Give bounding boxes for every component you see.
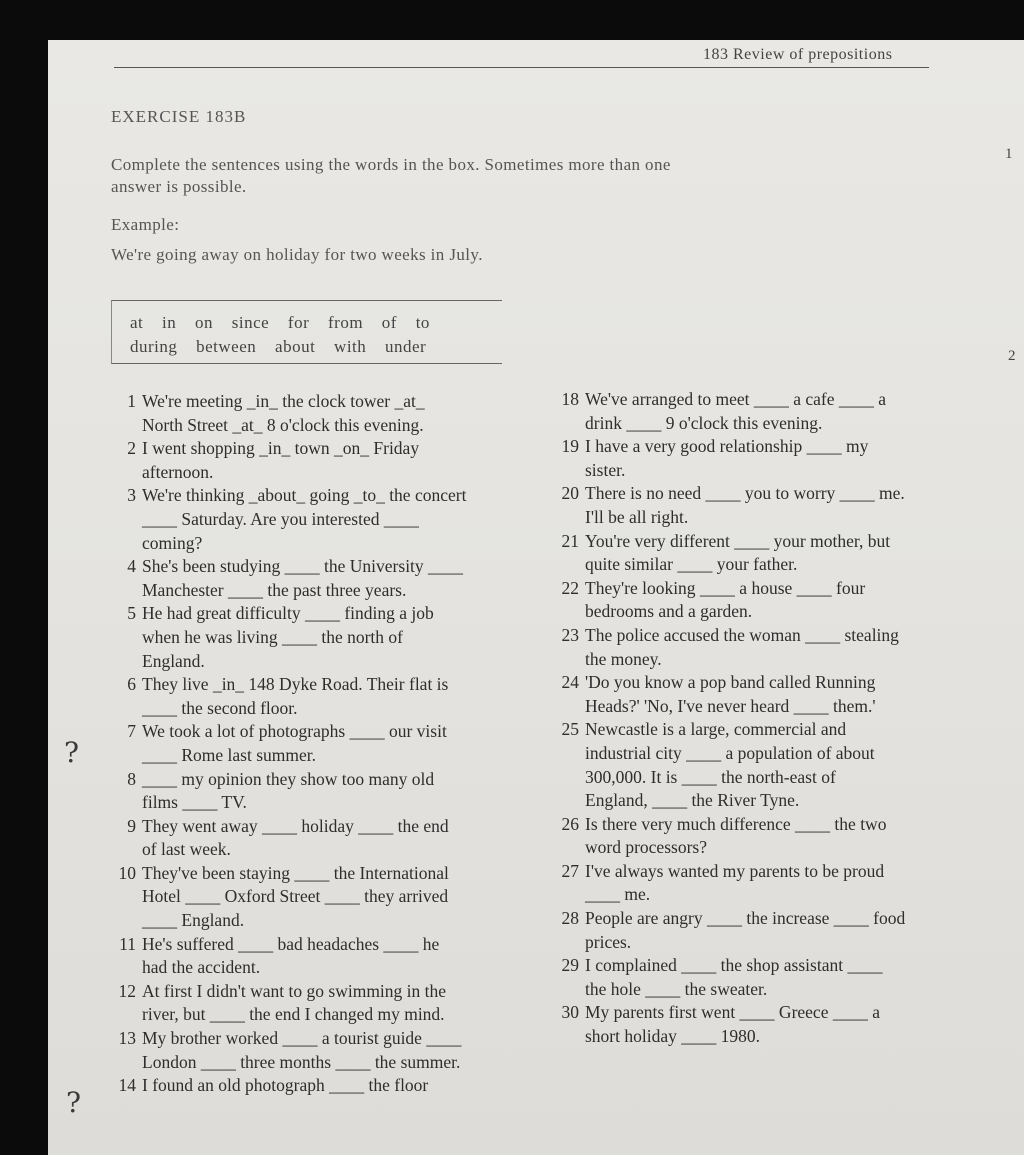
exercise-item [551,671,971,718]
exercise-item [108,555,538,602]
item-line: I've always wanted my parents to be proud [585,860,885,881]
handwritten-question-mark: ? [64,736,80,769]
item-line: word processors? [585,837,707,858]
exercise-item [551,482,971,529]
item-line: sister. [585,459,626,480]
item-line: They're looking ____ a house ____ four [585,577,866,598]
exercise-item [108,768,538,815]
margin-number: 1 [1005,146,1013,162]
item-line: quite similar ____ your father. [585,554,798,575]
item-number: 30 [561,1002,579,1023]
item-line: I went shopping _in_ town _on_ Friday [142,438,420,459]
item-line: They went away ____ holiday ____ the end [142,815,449,836]
item-line: had the accident. [142,957,261,978]
item-number: 7 [127,721,136,742]
word-box [111,300,502,364]
item-line: I found an old photograph ____ the floor [142,1075,429,1096]
item-line: ____ Saturday. Are you interested ____ [142,508,419,529]
textbook-page [48,40,1024,1155]
item-line: afternoon. [142,461,214,482]
header-rule [114,67,929,68]
item-number: 20 [561,483,579,504]
item-line: ____ England. [142,910,245,931]
item-line: My brother worked ____ a tourist guide ____ [142,1028,462,1049]
item-line: I have a very good relationship ____ my [585,436,869,457]
exercise-title: EXERCISE 183B [111,107,247,126]
item-number: 25 [561,719,579,740]
item-line: coming? [142,532,203,553]
item-line: Is there very much difference ____ the two [585,813,887,834]
margin-number: 2 [1008,348,1016,364]
instructions-line: answer is possible. [111,177,247,196]
exercise-column-right [551,388,971,1049]
exercise-item [108,815,538,862]
exercise-item [108,437,538,484]
item-line: ____ Rome last summer. [142,744,317,765]
exercise-item [551,388,971,435]
exercise-item [551,530,971,577]
item-line: He had great difficulty ____ finding a job [142,603,434,624]
item-number: 27 [561,860,579,881]
item-line: We took a lot of photographs ____ our visit [142,721,447,742]
exercise-item [108,1074,538,1098]
item-line: We're meeting _in_ the clock tower _at_ [142,391,425,411]
page-header: 183 Review of prepositions [703,46,893,63]
item-number: 21 [561,530,579,551]
item-line: Heads?' 'No, I've never heard ____ them.' [585,695,876,716]
exercise-item [108,602,538,673]
item-line: The police accused the woman ____ stealing [585,624,899,645]
item-line: I complained ____ the shop assistant ____ [585,955,883,976]
handwritten-question-mark: ? [66,1086,82,1119]
item-line: England, ____ the River Tyne. [585,790,800,811]
item-line: ____ the second floor. [142,697,298,718]
word-box-row: during between about with under [130,337,427,356]
exercise-item [551,624,971,671]
item-line: river, but ____ the end I changed my mind. [142,1004,445,1025]
item-number: 6 [127,674,136,695]
item-number: 3 [127,485,136,506]
item-line: 300,000. It is ____ the north-east of [585,766,836,787]
exercise-item [551,907,971,954]
item-line: North Street _at_ 8 o'clock this evening. [142,414,424,435]
item-line: industrial city ____ a population of about [585,742,875,763]
item-number: 4 [127,556,136,577]
item-number: 26 [561,813,579,834]
item-line: There is no need ____ you to worry ____ me. [585,483,905,504]
item-number: 2 [127,438,136,459]
item-line: My parents first went ____ Greece ____ a [585,1002,880,1023]
exercise-item [551,718,971,812]
exercise-item [551,860,971,907]
item-line: London ____ three months ____ the summer. [142,1051,461,1072]
item-line: bedrooms and a garden. [585,601,753,622]
item-line: drink ____ 9 o'clock this evening. [585,412,823,433]
item-number: 18 [561,389,579,409]
item-line: He's suffered ____ bad headaches ____ he [142,933,440,954]
exercise-item [108,933,538,980]
item-line: Hotel ____ Oxford Street ____ they arrived [142,886,449,907]
item-number: 28 [561,908,579,929]
item-number: 19 [561,436,579,457]
item-line: You're very different ____ your mother, but [585,530,891,551]
item-line: prices. [585,931,632,952]
example-sentence: We're going away on holiday for two weeks in July. [111,245,483,264]
item-number: 24 [561,672,579,693]
exercise-item [108,980,538,1027]
item-line: 'Do you know a pop band called Running [585,672,876,693]
item-number: 8 [127,768,136,789]
item-line: Manchester ____ the past three years. [142,579,407,600]
item-number: 12 [118,980,136,1001]
exercise-item [108,390,538,437]
exercise-item [108,862,538,933]
item-number: 13 [118,1028,136,1049]
item-number: 14 [118,1075,136,1096]
exercise-instructions [111,154,791,198]
example-label: Example: [111,215,180,234]
item-line: ____ my opinion they show too many old [142,768,435,789]
item-line: Newcastle is a large, commercial and [585,719,847,740]
item-line: the money. [585,648,662,669]
exercise-item [551,435,971,482]
item-number: 10 [118,862,136,883]
item-line: People are angry ____ the increase ____ food [585,908,906,929]
item-line: They live _in_ 148 Dyke Road. Their flat is [142,674,449,695]
exercise-item [108,720,538,767]
item-number: 1 [127,391,136,411]
item-line: They've been staying ____ the International [142,862,449,883]
item-number: 29 [561,955,579,976]
instructions-line: Complete the sentences using the words in the box. Sometimes more than one [111,155,671,174]
exercise-item [108,1027,538,1074]
item-number: 5 [127,603,136,624]
item-line: We're thinking _about_ going _to_ the concert [142,485,467,506]
exercise-item [108,673,538,720]
item-line: the hole ____ the sweater. [585,978,768,999]
item-line: I'll be all right. [585,506,689,527]
exercise-column-left [108,390,538,1098]
item-number: 11 [119,933,136,954]
item-line: At first I didn't want to go swimming in the [142,980,447,1001]
exercise-item [551,1001,971,1048]
exercise-item [551,954,971,1001]
item-line: films ____ TV. [142,792,247,813]
item-number: 9 [127,815,136,836]
item-line: short holiday ____ 1980. [585,1026,760,1047]
item-line: She's been studying ____ the University ____ [142,556,464,577]
exercise-item [551,577,971,624]
item-line: when he was living ____ the north of [142,626,403,647]
item-line: of last week. [142,839,231,860]
item-number: 23 [561,624,579,645]
exercise-item [108,484,538,555]
item-line: England. [142,650,205,671]
item-line: We've arranged to meet ____ a cafe ____ a [585,389,887,409]
word-box-row: at in on since for from of to [130,313,430,332]
exercise-item [551,813,971,860]
item-line: ____ me. [585,884,651,905]
item-number: 22 [561,577,579,598]
